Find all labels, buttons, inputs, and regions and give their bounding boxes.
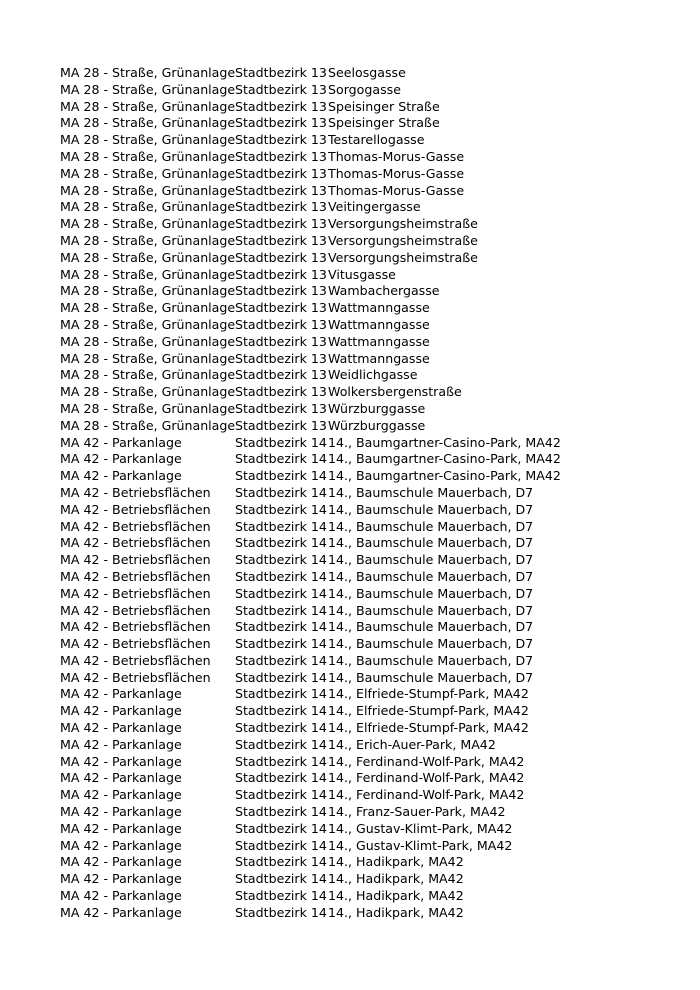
list-item (60, 485, 680, 502)
location-cell: 14., Baumschule Mauerbach, D7 (328, 619, 534, 635)
department-cell: MA 28 - Straße, Grünanlage (60, 249, 235, 265)
list-item (60, 737, 680, 754)
department-cell: MA 28 - Straße, Grünanlage (60, 417, 235, 433)
district-cell: Stadtbezirk 13 (235, 283, 327, 299)
district-cell: Stadtbezirk 13 (235, 98, 327, 114)
list-item (60, 888, 680, 905)
location-cell: Vitusgasse (328, 266, 396, 282)
location-cell: Versorgungsheimstraße (328, 232, 478, 248)
district-cell: Stadtbezirk 14 (235, 703, 327, 719)
list-item (60, 804, 680, 821)
district-cell: Stadtbezirk 14 (235, 669, 327, 685)
department-cell: MA 42 - Parkanlage (60, 904, 182, 920)
department-cell: MA 42 - Parkanlage (60, 770, 182, 786)
location-cell: 14., Gustav-Klimt-Park, MA42 (328, 820, 513, 836)
department-cell: MA 42 - Parkanlage (60, 703, 182, 719)
district-cell: Stadtbezirk 14 (235, 484, 327, 500)
location-cell: 14., Ferdinand-Wolf-Park, MA42 (328, 787, 525, 803)
location-cell: 14., Baumgartner-Casino-Park, MA42 (328, 434, 561, 450)
location-cell: Wattmanngasse (328, 300, 430, 316)
list-item (60, 535, 680, 552)
department-cell: MA 28 - Straße, Grünanlage (60, 115, 235, 131)
district-cell: Stadtbezirk 14 (235, 518, 327, 534)
list-item (60, 787, 680, 804)
location-cell: Thomas-Morus-Gasse (328, 148, 465, 164)
department-cell: MA 42 - Parkanlage (60, 736, 182, 752)
department-cell: MA 42 - Parkanlage (60, 468, 182, 484)
list-item (60, 502, 680, 519)
location-cell: 14., Hadikpark, MA42 (328, 888, 464, 904)
list-item (60, 317, 680, 334)
department-cell: MA 28 - Straße, Grünanlage (60, 232, 235, 248)
district-cell: Stadtbezirk 13 (235, 350, 327, 366)
department-cell: MA 28 - Straße, Grünanlage (60, 148, 235, 164)
list-item (60, 619, 680, 636)
department-cell: MA 42 - Betriebsflächen (60, 585, 211, 601)
district-cell: Stadtbezirk 14 (235, 585, 327, 601)
location-cell: Testarellogasse (328, 132, 425, 148)
location-cell: Würzburggasse (328, 400, 426, 416)
location-cell: Thomas-Morus-Gasse (328, 165, 465, 181)
department-cell: MA 42 - Parkanlage (60, 804, 182, 820)
district-cell: Stadtbezirk 13 (235, 182, 327, 198)
location-cell: 14., Gustav-Klimt-Park, MA42 (328, 837, 513, 853)
district-cell: Stadtbezirk 14 (235, 434, 327, 450)
list-item (60, 250, 680, 267)
list-item (60, 451, 680, 468)
list-item (60, 636, 680, 653)
district-cell: Stadtbezirk 14 (235, 871, 327, 887)
list-item (60, 166, 680, 183)
list-item (60, 99, 680, 116)
department-cell: MA 28 - Straße, Grünanlage (60, 316, 235, 332)
district-cell: Stadtbezirk 14 (235, 770, 327, 786)
department-cell: MA 42 - Parkanlage (60, 871, 182, 887)
district-cell: Stadtbezirk 13 (235, 400, 327, 416)
department-cell: MA 42 - Betriebsflächen (60, 619, 211, 635)
district-cell: Stadtbezirk 14 (235, 904, 327, 920)
department-cell: MA 42 - Betriebsflächen (60, 602, 211, 618)
district-cell: Stadtbezirk 14 (235, 568, 327, 584)
location-cell: Sorgogasse (328, 81, 401, 97)
location-cell: 14., Baumschule Mauerbach, D7 (328, 552, 534, 568)
list-item (60, 115, 680, 132)
location-cell: Versorgungsheimstraße (328, 249, 478, 265)
district-cell: Stadtbezirk 13 (235, 333, 327, 349)
location-cell: 14., Elfriede-Stumpf-Park, MA42 (328, 686, 529, 702)
list-item (60, 569, 680, 586)
location-cell: 14., Baumgartner-Casino-Park, MA42 (328, 468, 561, 484)
department-cell: MA 28 - Straße, Grünanlage (60, 333, 235, 349)
list-item (60, 905, 680, 922)
list-item (60, 603, 680, 620)
list-item (60, 351, 680, 368)
location-cell: 14., Elfriede-Stumpf-Park, MA42 (328, 720, 529, 736)
department-cell: MA 28 - Straße, Grünanlage (60, 182, 235, 198)
location-cell: 14., Baumgartner-Casino-Park, MA42 (328, 451, 561, 467)
department-cell: MA 42 - Parkanlage (60, 837, 182, 853)
department-cell: MA 28 - Straße, Grünanlage (60, 199, 235, 215)
department-cell: MA 28 - Straße, Grünanlage (60, 65, 235, 80)
list-item (60, 871, 680, 888)
location-cell: 14., Hadikpark, MA42 (328, 904, 464, 920)
list-item (60, 267, 680, 284)
district-cell: Stadtbezirk 13 (235, 367, 327, 383)
district-cell: Stadtbezirk 14 (235, 619, 327, 635)
location-cell: Seelosgasse (328, 65, 406, 80)
district-cell: Stadtbezirk 14 (235, 552, 327, 568)
location-cell: 14., Baumschule Mauerbach, D7 (328, 652, 534, 668)
district-cell: Stadtbezirk 14 (235, 535, 327, 551)
list-item (60, 703, 680, 720)
list-item (60, 552, 680, 569)
list-item (60, 821, 680, 838)
list-item (60, 334, 680, 351)
list-item (60, 132, 680, 149)
list-item (60, 401, 680, 418)
department-cell: MA 28 - Straße, Grünanlage (60, 266, 235, 282)
list-item (60, 367, 680, 384)
location-cell: Wattmanngasse (328, 316, 430, 332)
district-cell: Stadtbezirk 14 (235, 501, 327, 517)
record-list (60, 65, 680, 922)
district-cell: Stadtbezirk 13 (235, 199, 327, 215)
location-cell: 14., Baumschule Mauerbach, D7 (328, 636, 534, 652)
location-cell: 14., Erich-Auer-Park, MA42 (328, 736, 496, 752)
district-cell: Stadtbezirk 14 (235, 820, 327, 836)
department-cell: MA 42 - Parkanlage (60, 888, 182, 904)
district-cell: Stadtbezirk 13 (235, 165, 327, 181)
location-cell: 14., Baumschule Mauerbach, D7 (328, 501, 534, 517)
list-item (60, 233, 680, 250)
department-cell: MA 42 - Betriebsflächen (60, 535, 211, 551)
location-cell: Thomas-Morus-Gasse (328, 182, 465, 198)
district-cell: Stadtbezirk 13 (235, 249, 327, 265)
district-cell: Stadtbezirk 13 (235, 148, 327, 164)
department-cell: MA 42 - Parkanlage (60, 434, 182, 450)
district-cell: Stadtbezirk 13 (235, 232, 327, 248)
location-cell: 14., Baumschule Mauerbach, D7 (328, 518, 534, 534)
location-cell: Wattmanngasse (328, 333, 430, 349)
list-item (60, 854, 680, 871)
location-cell: Wattmanngasse (328, 350, 430, 366)
list-item (60, 586, 680, 603)
location-cell: Speisinger Straße (328, 115, 440, 131)
district-cell: Stadtbezirk 13 (235, 81, 327, 97)
location-cell: 14., Baumschule Mauerbach, D7 (328, 669, 534, 685)
department-cell: MA 42 - Parkanlage (60, 720, 182, 736)
department-cell: MA 42 - Parkanlage (60, 787, 182, 803)
department-cell: MA 28 - Straße, Grünanlage (60, 400, 235, 416)
department-cell: MA 42 - Betriebsflächen (60, 552, 211, 568)
district-cell: Stadtbezirk 14 (235, 602, 327, 618)
list-item (60, 720, 680, 737)
district-cell: Stadtbezirk 14 (235, 787, 327, 803)
district-cell: Stadtbezirk 13 (235, 266, 327, 282)
list-item (60, 670, 680, 687)
location-cell: Speisinger Straße (328, 98, 440, 114)
location-cell: 14., Hadikpark, MA42 (328, 854, 464, 870)
list-item (60, 216, 680, 233)
location-cell: 14., Baumschule Mauerbach, D7 (328, 484, 534, 500)
location-cell: 14., Baumschule Mauerbach, D7 (328, 568, 534, 584)
location-cell: 14., Hadikpark, MA42 (328, 871, 464, 887)
district-cell: Stadtbezirk 13 (235, 300, 327, 316)
location-cell: 14., Ferdinand-Wolf-Park, MA42 (328, 770, 525, 786)
district-cell: Stadtbezirk 14 (235, 652, 327, 668)
list-item (60, 653, 680, 670)
department-cell: MA 42 - Parkanlage (60, 820, 182, 836)
district-cell: Stadtbezirk 13 (235, 115, 327, 131)
list-item (60, 300, 680, 317)
list-item (60, 770, 680, 787)
list-item (60, 418, 680, 435)
district-cell: Stadtbezirk 13 (235, 132, 327, 148)
location-cell: 14., Franz-Sauer-Park, MA42 (328, 804, 506, 820)
list-item (60, 519, 680, 536)
district-cell: Stadtbezirk 13 (235, 417, 327, 433)
location-cell: Weidlichgasse (328, 367, 418, 383)
location-cell: Wolkersbergenstraße (328, 384, 462, 400)
district-cell: Stadtbezirk 14 (235, 888, 327, 904)
district-cell: Stadtbezirk 14 (235, 636, 327, 652)
department-cell: MA 42 - Betriebsflächen (60, 518, 211, 534)
department-cell: MA 28 - Straße, Grünanlage (60, 350, 235, 366)
department-cell: MA 28 - Straße, Grünanlage (60, 132, 235, 148)
district-cell: Stadtbezirk 14 (235, 804, 327, 820)
department-cell: MA 42 - Parkanlage (60, 451, 182, 467)
district-cell: Stadtbezirk 14 (235, 837, 327, 853)
location-cell: Wambachergasse (328, 283, 440, 299)
list-item (60, 199, 680, 216)
department-cell: MA 28 - Straße, Grünanlage (60, 300, 235, 316)
location-cell: 14., Ferdinand-Wolf-Park, MA42 (328, 753, 525, 769)
department-cell: MA 42 - Parkanlage (60, 753, 182, 769)
list-item (60, 183, 680, 200)
location-cell: 14., Elfriede-Stumpf-Park, MA42 (328, 703, 529, 719)
location-cell: 14., Baumschule Mauerbach, D7 (328, 602, 534, 618)
location-cell: 14., Baumschule Mauerbach, D7 (328, 535, 534, 551)
district-cell: Stadtbezirk 13 (235, 65, 327, 80)
department-cell: MA 42 - Parkanlage (60, 686, 182, 702)
department-cell: MA 28 - Straße, Grünanlage (60, 98, 235, 114)
district-cell: Stadtbezirk 14 (235, 854, 327, 870)
district-cell: Stadtbezirk 14 (235, 753, 327, 769)
list-item (60, 435, 680, 452)
department-cell: MA 28 - Straße, Grünanlage (60, 283, 235, 299)
district-cell: Stadtbezirk 13 (235, 216, 327, 232)
list-item (60, 65, 680, 82)
department-cell: MA 42 - Betriebsflächen (60, 484, 211, 500)
location-cell: Veitingergasse (328, 199, 421, 215)
list-item (60, 283, 680, 300)
department-cell: MA 42 - Betriebsflächen (60, 636, 211, 652)
list-item (60, 149, 680, 166)
list-item (60, 82, 680, 99)
department-cell: MA 28 - Straße, Grünanlage (60, 367, 235, 383)
department-cell: MA 28 - Straße, Grünanlage (60, 81, 235, 97)
department-cell: MA 28 - Straße, Grünanlage (60, 216, 235, 232)
district-cell: Stadtbezirk 14 (235, 468, 327, 484)
location-cell: 14., Baumschule Mauerbach, D7 (328, 585, 534, 601)
department-cell: MA 42 - Parkanlage (60, 854, 182, 870)
district-cell: Stadtbezirk 14 (235, 686, 327, 702)
district-cell: Stadtbezirk 14 (235, 451, 327, 467)
department-cell: MA 42 - Betriebsflächen (60, 652, 211, 668)
list-item (60, 468, 680, 485)
list-item (60, 754, 680, 771)
location-cell: Versorgungsheimstraße (328, 216, 478, 232)
department-cell: MA 28 - Straße, Grünanlage (60, 384, 235, 400)
district-cell: Stadtbezirk 13 (235, 384, 327, 400)
list-item (60, 838, 680, 855)
list-item (60, 384, 680, 401)
department-cell: MA 42 - Betriebsflächen (60, 568, 211, 584)
department-cell: MA 42 - Betriebsflächen (60, 669, 211, 685)
district-cell: Stadtbezirk 14 (235, 736, 327, 752)
department-cell: MA 42 - Betriebsflächen (60, 501, 211, 517)
district-cell: Stadtbezirk 14 (235, 720, 327, 736)
department-cell: MA 28 - Straße, Grünanlage (60, 165, 235, 181)
list-item (60, 686, 680, 703)
location-cell: Würzburggasse (328, 417, 426, 433)
district-cell: Stadtbezirk 13 (235, 316, 327, 332)
